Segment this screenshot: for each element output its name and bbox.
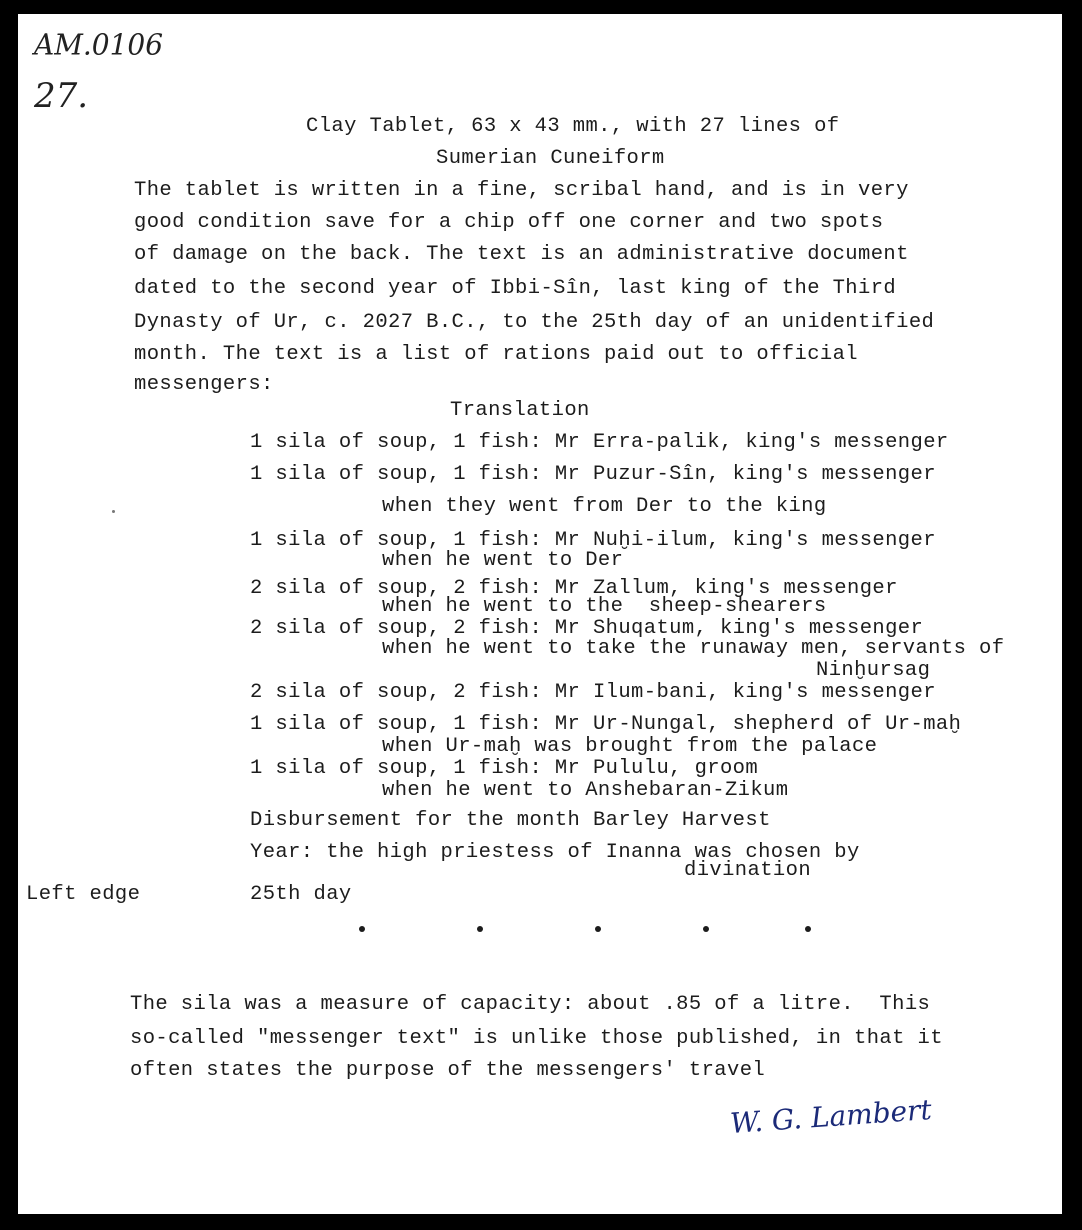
translation-line: when he went to take the runaway men, servants of bbox=[382, 637, 1005, 660]
intro-line: Dynasty of Ur, c. 2027 B.C., to the 25th day of an unidentified bbox=[134, 311, 935, 334]
translation-line: when they went from Der to the king bbox=[382, 495, 827, 518]
translation-line: 2 sila of soup, 2 fish: Mr Shuqatum, king's messenger bbox=[250, 617, 924, 640]
note-line: The sila was a measure of capacity: about .85 of a litre. This bbox=[130, 993, 931, 1016]
note-line: so-called "messenger text" is unlike those published, in that it bbox=[130, 1027, 943, 1050]
separator-dot bbox=[703, 926, 709, 932]
translation-line: when Ur-maḫ was brought from the palace bbox=[382, 735, 878, 758]
paper-speck bbox=[112, 510, 115, 513]
translation-line: Year: the high priestess of Inanna was chosen by bbox=[250, 841, 860, 864]
translation-heading: Translation bbox=[450, 399, 590, 422]
translation-line: 2 sila of soup, 2 fish: Mr Zallum, king's messenger bbox=[250, 577, 898, 600]
translation-line: when he went to the sheep-shearers bbox=[382, 595, 827, 618]
document-page bbox=[18, 14, 1062, 1214]
intro-line: good condition save for a chip off one corner and two spots bbox=[134, 211, 884, 234]
separator-dot bbox=[477, 926, 483, 932]
translation-line: 1 sila of soup, 1 fish: Mr Erra-palik, king's messenger bbox=[250, 431, 949, 454]
heading-line-1: Clay Tablet, 63 x 43 mm., with 27 lines of bbox=[306, 115, 840, 138]
intro-line: messengers: bbox=[134, 373, 274, 396]
translation-line: 1 sila of soup, 1 fish: Mr Puzur-Sîn, king's messenger bbox=[250, 463, 936, 486]
translation-line: when he went to Der bbox=[382, 549, 624, 572]
item-number: 27. bbox=[34, 76, 89, 116]
translation-line: 1 sila of soup, 1 fish: Mr Pululu, groom bbox=[250, 757, 759, 780]
heading-line-2: Sumerian Cuneiform bbox=[436, 147, 665, 170]
left-edge-label: Left edge bbox=[26, 883, 141, 906]
intro-line: of damage on the back. The text is an administrative document bbox=[134, 243, 909, 266]
translation-line: 2 sila of soup, 2 fish: Mr Ilum-bani, king's messenger bbox=[250, 681, 936, 704]
reference-number: AM.0106 bbox=[34, 27, 164, 62]
intro-line: month. The text is a list of rations paid out to official bbox=[134, 343, 859, 366]
translation-line: 1 sila of soup, 1 fish: Mr Nuḫi-ilum, king's messenger bbox=[250, 529, 936, 552]
note-line: often states the purpose of the messengers' travel bbox=[130, 1059, 766, 1082]
separator-dot bbox=[595, 926, 601, 932]
translation-line: Disbursement for the month Barley Harvest bbox=[250, 809, 771, 832]
translation-line: divination bbox=[684, 859, 812, 882]
translation-line: 1 sila of soup, 1 fish: Mr Ur-Nungal, shepherd of Ur-maḫ bbox=[250, 713, 962, 736]
translation-line: 25th day bbox=[250, 883, 352, 906]
intro-line: dated to the second year of Ibbi-Sîn, last king of the Third bbox=[134, 277, 897, 300]
translation-line: when he went to Anshebaran-Zikum bbox=[382, 779, 789, 802]
separator-dot bbox=[805, 926, 811, 932]
signature: W. G. Lambert bbox=[729, 1093, 933, 1140]
intro-line: The tablet is written in a fine, scribal hand, and is in very bbox=[134, 179, 909, 202]
separator-dot bbox=[359, 926, 365, 932]
translation-line: Ninḫursag bbox=[816, 659, 931, 682]
